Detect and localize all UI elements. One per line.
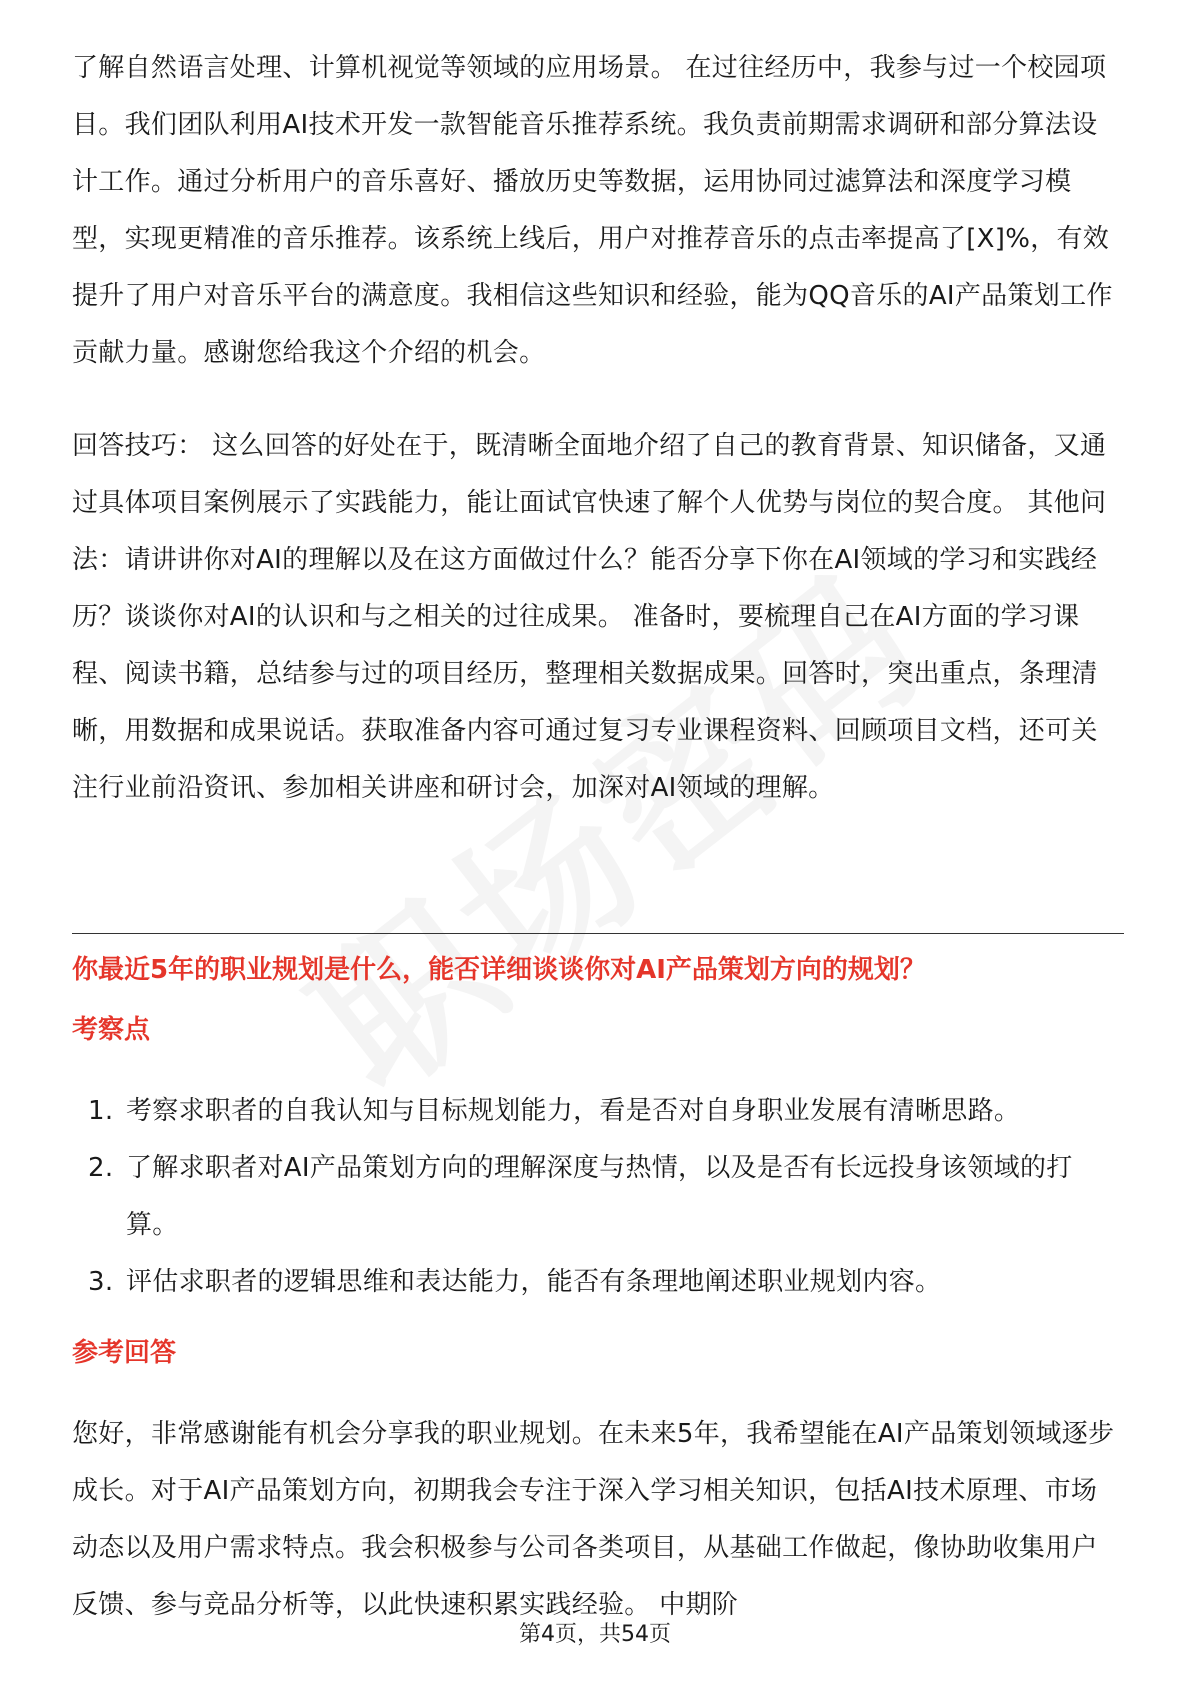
- list-item-number: 1.: [88, 1096, 114, 1126]
- page-number-footer: 第4页，共54页: [519, 1622, 671, 1647]
- list-item-number: 3.: [88, 1267, 114, 1297]
- examine-points-heading: 考察点: [72, 1015, 151, 1045]
- reference-answer-heading: 参考回答: [72, 1338, 177, 1368]
- list-item-text: 评估求职者的逻辑思维和表达能力，能否有条理地阐述职业规划内容。: [126, 1267, 942, 1297]
- section-divider: [72, 933, 1124, 934]
- examine-points-list: [72, 1083, 1122, 1311]
- list-item: [72, 1083, 1122, 1140]
- paragraph-reference-answer: 您好，非常感谢能有机会分享我的职业规划。在未来5年，我希望能在AI产品策划领域逐步成长。对于AI产品策划方向，初期我会专注于深入学习相关知识，包括AI技术原理、市场动态以及用户需求特点。我会积极参与公司各类项目，从基础工作做起，像协助收集用户反馈、参与竞品分析等，以此快速积累实践经验。 中期阶: [72, 1419, 1115, 1620]
- list-item: [72, 1254, 1122, 1311]
- list-item-text: 考察求职者的自我认知与目标规划能力，看是否对自身职业发展有清晰思路。: [126, 1096, 1021, 1126]
- question-heading: 你最近5年的职业规划是什么，能否详细谈谈你对AI产品策划方向的规划？: [72, 955, 926, 985]
- list-item-number: 2.: [88, 1153, 114, 1183]
- list-item-text: 了解求职者对AI产品策划方向的理解深度与热情，以及是否有长远投身该领域的打算。: [126, 1153, 1073, 1240]
- list-item: [72, 1140, 1122, 1254]
- paragraph-intro-end: 了解自然语言处理、计算机视觉等领域的应用场景。 在过往经历中，我参与过一个校园项目。我们团队利用AI技术开发一款智能音乐推荐系统。我负责前期需求调研和部分算法设计工作。通过分析用户的音乐喜好、播放历史等数据，运用协同过滤算法和深度学习模型，实现更精准的音乐推荐。该系统上线后，用户对推荐音乐的点击率提高了[X]%，有效提升了用户对音乐平台的满意度。我相信这些知识和经验，能为QQ音乐的AI产品策划工作贡献力量。感谢您给我这个介绍的机会。: [72, 53, 1113, 368]
- paragraph-answer-tips: 回答技巧： 这么回答的好处在于，既清晰全面地介绍了自己的教育背景、知识储备，又通过具体项目案例展示了实践能力，能让面试官快速了解个人优势与岗位的契合度。 其他问法：请讲讲你对AI的理解以及在这方面做过什么？能否分享下你在AI领域的学习和实践经历？谈谈你对AI的认识和与之相关的过往成果。 准备时，要梳理自己在AI方面的学习课程、阅读书籍，总结参与过的项目经历，整理相关数据成果。回答时，突出重点，条理清晰，用数据和成果说话。获取准备内容可通过复习专业课程资料、回顾项目文档，还可关注行业前沿资讯、参加相关讲座和研讨会，加深对AI领域的理解。: [72, 431, 1107, 803]
